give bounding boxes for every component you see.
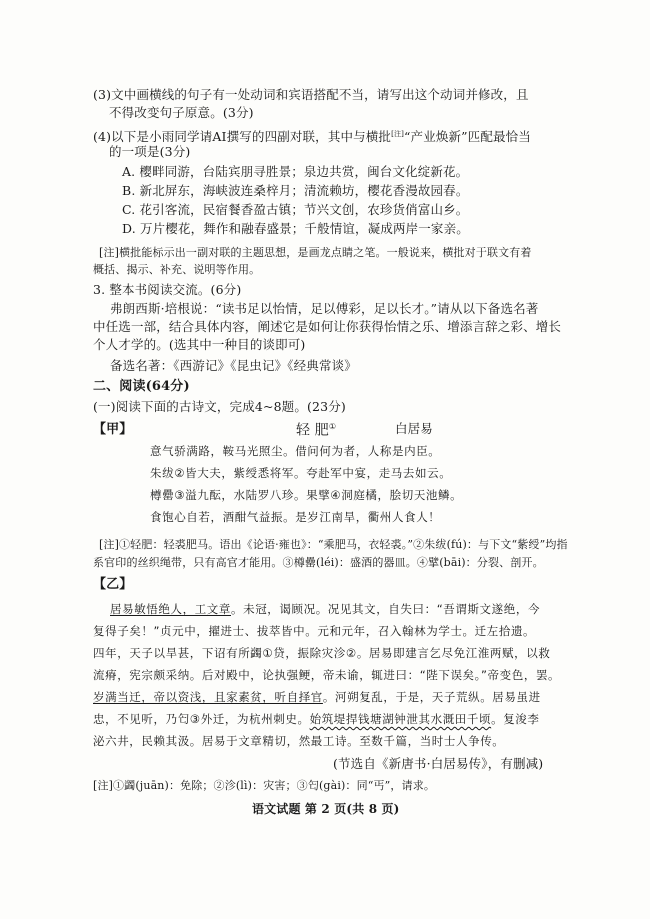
poem-author: 白居易: [395, 421, 433, 436]
poem-title: [296, 420, 336, 438]
prose-line-5-rest: 。河朔复乱，于是，天子荒纵。居易虽进: [322, 690, 541, 704]
page-footer: 语文试题 第 2 页(共 8 页): [252, 802, 400, 816]
source-citation: (节选自《新唐书·白居易传》，有删减): [333, 756, 544, 771]
q4-line-1: [93, 127, 531, 144]
q4-line-1-text: (4)以下是小雨同学请AI撰写的四副对联，其中与横批: [93, 129, 392, 145]
q4-note-line-2: 概括、揭示、补充、说明等作用。: [93, 263, 261, 276]
prose-line-6-pre: 忠，不见听，乃匄③外迁，为杭州刺史。: [93, 712, 310, 726]
prose-line-1: [110, 602, 540, 616]
q4-option-c: C. 花引客流，民宿餐香盈古镇；节兴文创，农珍货俏富山乡。: [122, 202, 469, 217]
poem-title-text: 轻 肥: [296, 422, 329, 439]
poem-line-2: 朱绂②皆大夫，紫绶悉将军。夸赴军中宴，走马去如云。: [150, 466, 452, 480]
q4-line-1-text-b: “产业焕新”匹配最恰当: [404, 129, 531, 145]
q-book-heading: 3. 整本书阅读交流。(6分): [93, 282, 242, 297]
jia-label: 【甲】: [93, 422, 133, 437]
underlined-sentence-1: 居易敏悟绝人，工文章: [110, 602, 231, 616]
yi-note: [注]①蠲(juān)：免除；②沴(lì)：灾害；③匄(gài)：同“丐”，请求。: [93, 779, 436, 792]
q3-line-1: (3)文中画横线的句子有一处动词和宾语搭配不当，请写出这个动词并修改，且: [93, 87, 529, 102]
q-book-line-1: 弗朗西斯·培根说：“读书足以怡情，足以傅彩，足以长才。”请从以下备选名著: [110, 301, 539, 316]
prose-line-6: [93, 712, 540, 726]
prose-line-2: 复得子矣！”贞元中，擢进士、拔萃皆中。元和元年，召入翰林为学士。迁左拾遗。: [93, 624, 536, 638]
q4-option-b: B. 新北屏东，海峡波连桑梓月；清流赖坊，樱花香漫故园春。: [122, 183, 469, 198]
q4-line-2: 的一项是(3分): [109, 144, 191, 159]
q4-note-line-1: [注]横批能标示出一副对联的主题思想，是画龙点睛之笔。一般说来，横批对于联文有着: [99, 246, 532, 259]
reading-subheading: (一)阅读下面的古诗文，完成4~8题。(23分): [93, 399, 346, 414]
prose-line-3: 四年，天子以旱甚，下诏有所蠲①贷，振除灾沴②。居易即建言乞尽免江淮两赋，以救: [93, 646, 551, 660]
yi-label: 【乙】: [93, 577, 133, 592]
poem-line-4: 食饱心自若，酒酣气益振。是岁江南旱，衢州人食人！: [150, 510, 441, 524]
prose-line-7: 泌六井，民赖其汲。居易于文章精切，然最工诗。至数千篇，当时士人争传。: [93, 734, 505, 748]
poem-line-1: 意气骄满路，鞍马光照尘。借问何为者，人称是内臣。: [150, 444, 441, 458]
note-marker: [注]: [391, 130, 404, 138]
q3-line-2: 不得改变句子原意。(3分): [109, 105, 254, 120]
jia-note-line-2: 系官印的丝织绳带，只有高官才能用。③樽罍(léi)：盛酒的器皿。④擘(bāi)：分裂、剖开。: [93, 556, 544, 569]
reading-heading: 二、阅读(64分): [93, 379, 190, 394]
prose-line-5: [93, 690, 541, 704]
poem-line-3: 樽罍③溢九酝，水陆罗八珍。果擘④洞庭橘，脍切天池鳞。: [150, 488, 463, 502]
prose-line-6-post: 。复浚李: [491, 712, 540, 726]
q4-option-d: D. 万片樱花，舞作和融春盛景；千般情谊，凝成两岸一家亲。: [122, 221, 469, 236]
wavy-underlined-sentence: 始筑堤捍钱塘湖钟泄其水溉田千顷: [309, 712, 492, 726]
q-book-line-4: 备选名著：《西游记》《昆虫记》《经典常谈》: [110, 358, 357, 373]
q-book-line-3: 个人才学的。(选其中一种目的谈即可): [93, 337, 306, 352]
prose-line-1-rest: 。未冠，谒顾况。况见其文，自失曰：“吾谓斯文遂绝，今: [231, 602, 541, 616]
q4-option-a: A. 樱畔同游，台陆宾朋寻胜景；泉边共赏，闽台文化绽新花。: [122, 164, 469, 179]
prose-line-4: 流瘠，宪宗颇采纳。后对殿中，论执强鲠，帝未谕，辄进曰：“陛下误矣。”帝变色，罢。: [93, 668, 561, 682]
poem-title-note-mark: ①: [328, 422, 337, 431]
jia-note-line-1: [注]①轻肥：轻裘肥马。语出《论语·雍也》：“乘肥马，衣轻裘。”②朱绂(fú)：与下文“紫绶”均指: [99, 538, 568, 551]
q-book-line-2: 中任选一部，结合具体内容，阐述它是如何让你获得怡情之乐、增添言辞之彩、增长: [93, 319, 562, 334]
underlined-sentence-2: 岁满当迁，帝以资浅，且家素贫，听自择官: [93, 690, 323, 704]
